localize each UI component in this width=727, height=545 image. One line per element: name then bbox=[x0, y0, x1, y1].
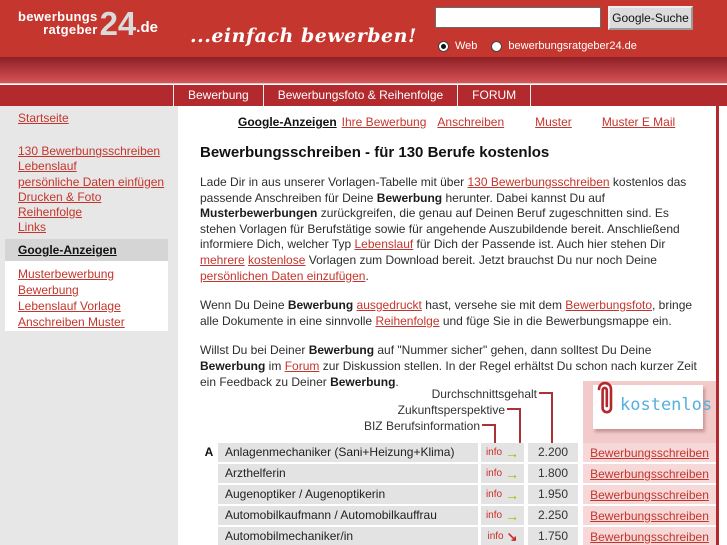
bewerbungsschreiben-link[interactable]: Bewerbungsschreiben bbox=[590, 446, 709, 460]
top-ad-row bbox=[238, 115, 716, 129]
legend-durchschnittsgehalt: Durchschnittsgehalt bbox=[431, 387, 537, 401]
legend-zukunftsperspektive: Zukunftsperspektive bbox=[397, 403, 505, 417]
text-run: im bbox=[265, 358, 285, 373]
bold-text: Bewerbung bbox=[308, 343, 375, 358]
text-run: kostenlos das passende Anschreiben für Deine bbox=[200, 175, 687, 205]
info-link[interactable]: info bbox=[485, 510, 503, 521]
info-link[interactable]: info bbox=[485, 468, 503, 479]
top-ad-muster[interactable]: Muster bbox=[535, 115, 572, 129]
trend-arrow-icon: → bbox=[505, 444, 520, 461]
inline-link[interactable]: mehrere bbox=[200, 252, 245, 267]
sidebar-ads-box bbox=[5, 261, 168, 331]
professions-section bbox=[178, 375, 716, 545]
inline-link[interactable]: Forum bbox=[284, 358, 320, 373]
legend-biz-berufsinformation: BIZ Berufsinformation bbox=[363, 419, 480, 433]
bewerbung-link-cell bbox=[583, 485, 716, 504]
inline-link[interactable]: Lebenslauf bbox=[354, 237, 414, 252]
logo-tld: .de bbox=[136, 19, 158, 36]
trend-arrow-icon: → bbox=[505, 465, 520, 482]
header-gradient-band bbox=[0, 57, 727, 84]
sidebar-ads-header: Google-Anzeigen bbox=[5, 239, 168, 261]
trend-arrow-icon: ↘ bbox=[506, 529, 518, 544]
nav-tab-bewerbung[interactable]: Bewerbung bbox=[173, 85, 264, 106]
inline-link[interactable]: kostenlose bbox=[248, 252, 306, 267]
text-run: auf "Nummer sicher" gehen, dann solltest Du Deine bbox=[374, 343, 652, 358]
inline-link[interactable]: ausgedruckt bbox=[356, 298, 422, 313]
paperclip-icon bbox=[594, 376, 616, 422]
google-search-button[interactable]: Google-Suche bbox=[608, 6, 693, 30]
table-row bbox=[178, 527, 716, 545]
inline-link[interactable]: 130 Bewerbungsschreiben bbox=[467, 175, 610, 189]
inline-link[interactable]: Reihenfolge bbox=[375, 313, 440, 328]
info-cell bbox=[481, 443, 524, 462]
info-cell bbox=[481, 506, 524, 525]
sidebar-item-130-bewerbungsschreiben[interactable]: 130 Bewerbungsschreiben bbox=[18, 144, 161, 159]
site-logo[interactable] bbox=[18, 5, 158, 42]
info-link[interactable]: info bbox=[487, 531, 504, 542]
legend-line bbox=[551, 392, 553, 443]
legend-line bbox=[494, 424, 496, 443]
main-content bbox=[178, 106, 716, 545]
ad-link-musterbewerbung[interactable]: Musterbewerbung bbox=[18, 267, 115, 281]
profession-cell: Anlagenmechaniker (Sani+Heizung+Klima) bbox=[218, 443, 478, 462]
salary-cell: 1.750 bbox=[528, 527, 578, 545]
site-header bbox=[0, 0, 727, 57]
bewerbung-link-cell bbox=[583, 464, 716, 483]
top-ads-label: Google-Anzeigen bbox=[238, 115, 337, 129]
profession-cell: Arzthelferin bbox=[218, 464, 478, 483]
info-cell bbox=[481, 464, 524, 483]
salary-cell: 2.200 bbox=[528, 443, 578, 462]
info-cell bbox=[481, 485, 524, 504]
bewerbungsschreiben-link[interactable]: Bewerbungsschreiben bbox=[590, 509, 709, 523]
radio-web[interactable] bbox=[438, 41, 449, 52]
profession-cell: Automobilmechaniker/in bbox=[218, 527, 478, 545]
top-ad-anschreiben[interactable]: Anschreiben bbox=[437, 115, 505, 129]
bewerbung-link-cell bbox=[583, 506, 716, 525]
bewerbung-link-cell bbox=[583, 527, 716, 545]
intro-paragraph bbox=[200, 175, 704, 284]
text-run: und füge Sie in die Bewerbungsmappe ein. bbox=[439, 313, 672, 328]
profession-cell: Automobilkaufmann / Automobilkauffrau bbox=[218, 506, 478, 525]
text-run: Wenn Du Deine bbox=[200, 298, 288, 313]
salary-cell: 1.800 bbox=[528, 464, 578, 483]
logo-text bbox=[18, 10, 98, 36]
bold-text: Bewerbung bbox=[200, 358, 266, 373]
text-run: zur Diskussion stellen. In der Regel erhältst Du schon nach kurzer Zeit ein Feedback zu Deiner bbox=[200, 358, 697, 389]
text-run: hast, versehe sie mit dem bbox=[421, 298, 566, 313]
top-ad-muster-email[interactable]: Muster E Mail bbox=[601, 115, 676, 129]
search-scope-radios bbox=[438, 40, 651, 52]
nav-tab-forum[interactable]: FORUM bbox=[458, 85, 531, 106]
info-link[interactable]: info bbox=[485, 489, 503, 500]
row-letter bbox=[200, 527, 218, 545]
bewerbungsschreiben-link[interactable]: Bewerbungsschreiben bbox=[590, 467, 709, 481]
sidebar-item-drucken-foto[interactable]: Drucken & Foto bbox=[18, 189, 102, 204]
kostenlos-badge-text: kostenlos bbox=[620, 395, 713, 415]
bold-text: Bewerbung bbox=[376, 190, 443, 205]
print-paragraph bbox=[200, 298, 704, 329]
text-run: Willst Du bei Deiner bbox=[200, 343, 309, 358]
nav-tab-bewerbungsfoto-reihenfolge[interactable]: Bewerbungsfoto & Reihenfolge bbox=[264, 85, 458, 106]
row-letter bbox=[200, 485, 218, 504]
text-run: . bbox=[365, 268, 369, 283]
logo-number: 24 bbox=[99, 5, 137, 42]
radio-site-label: bewerbungsratgeber24.de bbox=[508, 40, 637, 52]
salary-cell: 1.950 bbox=[528, 485, 578, 504]
info-cell bbox=[481, 527, 524, 545]
sidebar-item-reihenfolge[interactable]: Reihenfolge bbox=[18, 205, 83, 220]
logo-line2: ratgeber bbox=[43, 22, 98, 37]
text-run: , bringe alle Dokumente in eine sinnvolle bbox=[200, 298, 693, 328]
trend-arrow-icon: → bbox=[505, 507, 520, 524]
bold-text: Bewerbung bbox=[330, 374, 396, 389]
radio-web-label: Web bbox=[455, 40, 478, 52]
text-run: Vorlagen zum Download bereit. Jetzt brauchst Du nur noch Deine bbox=[305, 252, 657, 267]
top-ad-ihre-bewerbung[interactable]: Ihre Bewerbung bbox=[341, 115, 427, 129]
text-run: herunter. Dabei kannst Du auf bbox=[442, 190, 605, 205]
table-row bbox=[178, 464, 716, 483]
sidebar-item-persoenliche-daten[interactable]: persönliche Daten einfügen bbox=[18, 174, 165, 189]
legend-line bbox=[519, 408, 521, 443]
logo-line1: bewerbungs bbox=[18, 9, 98, 24]
ad-link-bewerbung[interactable]: Bewerbung bbox=[18, 283, 79, 297]
page-right-border bbox=[716, 106, 719, 545]
salary-cell: 2.250 bbox=[528, 506, 578, 525]
table-row bbox=[178, 506, 716, 525]
sidebar-item-startseite[interactable]: Startseite bbox=[18, 111, 69, 125]
bold-text: Bewerbung bbox=[287, 298, 354, 313]
sidebar-item-links[interactable]: Links bbox=[18, 220, 47, 235]
bold-text: Musterbewerbungen bbox=[200, 206, 318, 221]
radio-site[interactable] bbox=[491, 41, 502, 52]
ad-link-anschreiben-muster[interactable]: Anschreiben Muster bbox=[18, 315, 125, 329]
profession-cell: Augenoptiker / Augenoptikerin bbox=[218, 485, 478, 504]
table-row bbox=[178, 485, 716, 504]
sidebar bbox=[0, 106, 178, 545]
bewerbung-link-cell bbox=[583, 443, 716, 462]
ad-link-lebenslauf-vorlage[interactable]: Lebenslauf Vorlage bbox=[18, 299, 121, 313]
text-run: für Dich der Passende ist. Auch hier stehen Dir bbox=[413, 237, 666, 252]
inline-link[interactable]: persönlichen Daten einzufügen bbox=[200, 268, 366, 283]
bewerbungsschreiben-link[interactable]: Bewerbungsschreiben bbox=[590, 530, 709, 544]
tagline: ...einfach bewerben! bbox=[190, 25, 417, 47]
table-row bbox=[178, 443, 716, 462]
inline-link[interactable]: Bewerbungsfoto bbox=[565, 298, 653, 313]
main-nav bbox=[0, 85, 727, 106]
professions-table bbox=[178, 443, 716, 545]
row-letter bbox=[200, 464, 218, 483]
text-run: Lade Dir in aus unserer Vorlagen-Tabelle mit über bbox=[200, 175, 468, 189]
trend-arrow-icon: → bbox=[505, 486, 520, 503]
info-link[interactable]: info bbox=[485, 447, 503, 458]
row-letter: A bbox=[204, 445, 214, 459]
row-letter bbox=[200, 506, 218, 525]
text-run: . bbox=[395, 374, 399, 389]
search-input[interactable] bbox=[435, 7, 601, 28]
page-title: Bewerbungsschreiben - für 130 Berufe kostenlos bbox=[200, 144, 550, 161]
bewerbungsschreiben-link[interactable]: Bewerbungsschreiben bbox=[590, 488, 709, 502]
text-run: zurückgreifen, die genau auf Deinen Beruf zugeschnitten sind. Es stehen Vorlagen für Berufstätige sowie für angehende Auszubildende bereit. Anschließend informiere Dich, welcher Typ bbox=[200, 206, 680, 252]
sidebar-item-lebenslauf[interactable]: Lebenslauf bbox=[18, 159, 77, 174]
